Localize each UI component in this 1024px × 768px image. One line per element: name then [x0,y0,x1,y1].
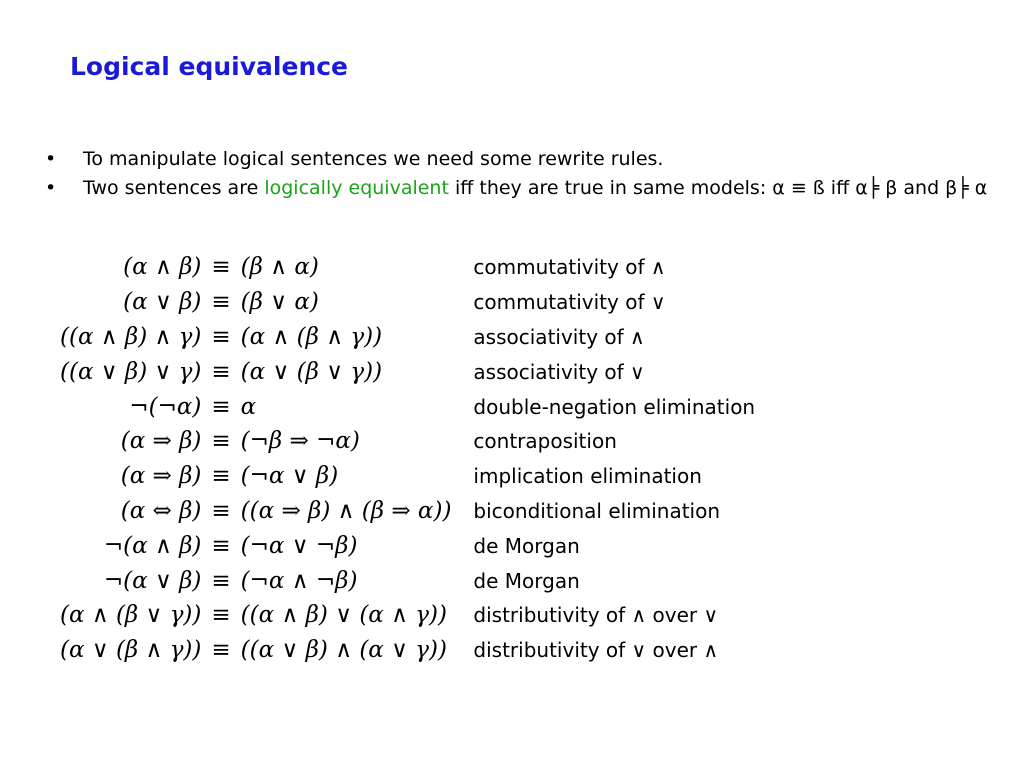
equivalence-symbol: ≡ [211,393,231,420]
rule-lhs: (α ⇒ β) [120,428,202,455]
equivalence-rule-row [60,633,755,668]
equivalence-symbol: ≡ [211,323,231,350]
highlight-term: logically equivalent [264,177,449,199]
rule-lhs: ¬(¬α) [129,393,202,420]
rule-rhs: α [240,393,257,420]
rule-name: de Morgan [473,568,580,593]
rule-lhs: ((α ∧ β) ∧ γ) [60,323,202,350]
rule-lhs: (α ∧ β) [123,254,202,281]
equivalence-rule-row [60,563,755,598]
rule-rhs: (¬β ⇒ ¬α) [240,428,360,455]
rule-name: contraposition [473,429,617,454]
rule-rhs: (¬α ∧ ¬β) [240,567,358,594]
equivalence-rule-row [60,285,755,320]
rule-spacer [451,528,473,563]
equivalence-rule-row [60,250,755,285]
equivalence-symbol: ≡ [211,358,231,385]
bullet-list [45,145,995,203]
rule-name: associativity of ∧ [473,324,645,349]
rule-lhs: ¬(α ∧ β) [103,532,202,559]
rule-spacer [451,563,473,598]
equivalence-rule-row [60,389,755,424]
rule-spacer [451,424,473,459]
rule-rhs: ((α ∨ β) ∧ (α ∨ γ)) [240,637,447,664]
rule-spacer [451,494,473,529]
rule-lhs: ((α ∨ β) ∨ γ) [60,358,202,385]
rule-rhs: (β ∧ α) [240,254,319,281]
rule-spacer [451,459,473,494]
rule-spacer [451,598,473,633]
rule-rhs: (β ∨ α) [240,289,319,316]
rule-spacer [451,250,473,285]
bullet-dot: • [45,148,57,170]
rule-name: de Morgan [473,533,580,558]
rule-rhs: (¬α ∨ ¬β) [240,532,358,559]
rule-name: double-negation elimination [473,394,756,419]
rule-rhs: ((α ⇒ β) ∧ (β ⇒ α)) [240,497,452,524]
rule-name: distributivity of ∨ over ∧ [473,638,719,663]
rule-lhs: (α ∨ β) [123,289,202,316]
equivalence-symbol: ≡ [211,602,231,629]
equivalence-symbol: ≡ [211,289,231,316]
equivalence-rule-row [60,424,755,459]
equivalence-symbol: ≡ [211,567,231,594]
equivalence-symbol: ≡ [211,428,231,455]
bullet-text: Two sentences are [83,177,265,199]
rule-name: biconditional elimination [473,498,721,523]
rule-lhs: (α ⇒ β) [120,463,202,490]
rule-rhs: (α ∨ (β ∨ γ)) [240,358,383,385]
rule-rhs: ((α ∧ β) ∨ (α ∧ γ)) [240,602,447,629]
bullet-dot: • [45,177,57,199]
equivalence-rule-row [60,459,755,494]
equivalence-symbol: ≡ [211,532,231,559]
rule-name: commutativity of ∨ [473,290,666,315]
equivalence-rule-row [60,320,755,355]
rule-spacer [451,320,473,355]
rule-spacer [451,633,473,668]
bullet-item-definition [45,174,995,203]
rule-lhs: (α ⇔ β) [120,497,202,524]
rule-name: implication elimination [473,464,702,489]
rule-name: associativity of ∨ [473,359,645,384]
rule-rhs: (α ∧ (β ∧ γ)) [240,323,383,350]
bullet-text-continued: iff they are true in same models: α ≡ ß iff α╞ β and β╞ α [448,177,988,199]
rule-spacer [451,354,473,389]
rule-name: distributivity of ∧ over ∨ [473,603,719,628]
slide-title: Logical equivalence [70,52,349,81]
equivalence-rule-row [60,494,755,529]
rule-spacer [451,285,473,320]
bullet-text: To manipulate logical sentences we need some rewrite rules. [83,148,664,170]
equivalence-rule-row [60,354,755,389]
rule-lhs: (α ∧ (β ∨ γ)) [60,602,202,629]
rule-lhs: (α ∨ (β ∧ γ)) [60,637,202,664]
equivalence-symbol: ≡ [211,637,231,664]
equivalence-rule-row [60,598,755,633]
equivalence-symbol: ≡ [211,497,231,524]
equivalence-rules-table [60,250,755,668]
rule-lhs: ¬(α ∨ β) [103,567,202,594]
rule-spacer [451,389,473,424]
equivalence-symbol: ≡ [211,463,231,490]
equivalence-rule-row [60,528,755,563]
equivalence-symbol: ≡ [211,254,231,281]
bullet-item-rewrite-rules [45,145,995,174]
rule-rhs: (¬α ∨ β) [240,463,339,490]
rule-name: commutativity of ∧ [473,255,666,280]
